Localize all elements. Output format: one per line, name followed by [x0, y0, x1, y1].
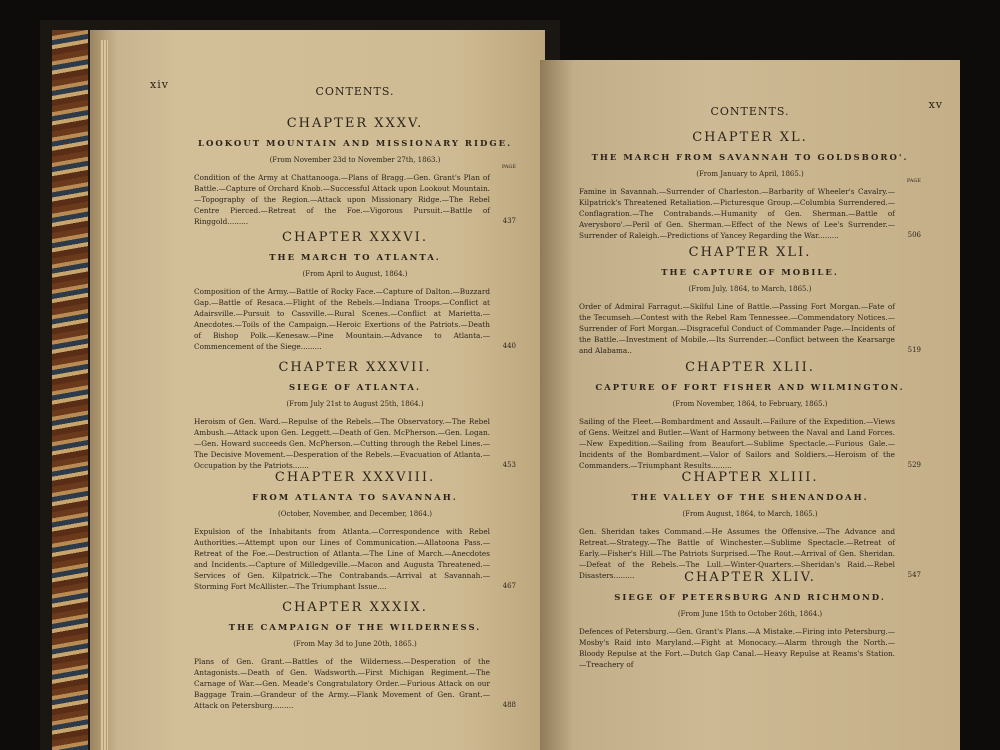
chapter-description: [194, 526, 516, 592]
chapter-page: 440: [502, 342, 516, 350]
left-page: [90, 30, 545, 750]
chapter-title: SIEGE OF ATLANTA.: [289, 383, 421, 393]
chapter-entry: [565, 360, 935, 471]
description-text: Defences of Petersburg.—Gen. Grant's Plans.—A Mistake.—Firing into Petersburg.—Mosby's Raid into Maryland.—Fight at Monocacy.—Alarm through the North.—Bloody Repulse at the Fort.—Dutch Gap Canal.—Heavy Repulse at Reams's Station.—Treachery of: [579, 627, 895, 669]
chapter-title: CAPTURE OF FORT FISHER AND WILMINGTON.: [595, 383, 905, 393]
chapter-dates: (From August, 1864, to March, 1865.): [682, 510, 818, 518]
chapter-number: CHAPTER XLII.: [685, 360, 815, 375]
chapter-page: 437: [502, 217, 516, 225]
description-text: Famine in Savannah.—Surrender of Charleston.—Barbarity of Wheeler's Cavalry.—Kilpatrick's Threatened Retaliation.—Picturesque Group.—Columbia Surrendered.—Conflagration.—The Contrabands.—Humanity of Gen. Sherman.—Battle of Averysboro'.—Peril of Gen. Sherman.—Effect of the News of Lee's Surrender.—Surrender of Raleigh.—Predictions of Yancey Regarding the War.........: [579, 187, 895, 240]
chapter-number: CHAPTER XLIV.: [684, 570, 816, 585]
running-header: CONTENTS.: [710, 105, 790, 118]
chapter-title: THE MARCH TO ATLANTA.: [269, 253, 441, 263]
chapter-number: CHAPTER XLIII.: [681, 470, 819, 485]
chapter-entry: [180, 470, 530, 592]
description-text: Condition of the Army at Chattanooga.—Plans of Bragg.—Gen. Grant's Plan of Battle.—Capture of Orchard Knob.—Successful Attack upon Lookout Mountain.—Topography of the Region.—Attack upon Missionary Ridge.—The Rebel Centre Pierced.—Retreat of the Foe.—Vigorous Pursuit.—Battle of Ringgold.........: [194, 173, 490, 226]
chapter-description: [579, 626, 921, 670]
chapter-title: THE VALLEY OF THE SHENANDOAH.: [631, 493, 869, 503]
chapter-description: [579, 178, 921, 241]
page-edges: [100, 40, 108, 750]
chapter-title: THE CAPTURE OF MOBILE.: [661, 268, 839, 278]
chapter-entry: [180, 360, 530, 471]
chapter-entry: [565, 570, 935, 670]
chapter-title: LOOKOUT MOUNTAIN AND MISSIONARY RIDGE.: [197, 139, 513, 149]
chapter-dates: (From July 21st to August 25th, 1864.): [286, 400, 424, 408]
chapter-entry: [180, 230, 530, 352]
chapter-entry: [565, 245, 935, 356]
right-page: [540, 60, 960, 750]
description-text: Heroism of Gen. Ward.—Repulse of the Rebels.—The Observatory.—The Rebel Ambush.—Attack upon Gen. Leggett.—Death of Gen. McPherson.—Gen. Logan.—Gen. Howard succeeds Gen. McPherson.—Cutting through the Rebel Lines.—The Decisive Movement.—Desperation of the Rebels.—Evacuation of Atlanta.—Occupation by the Patriots.......: [194, 417, 490, 470]
chapter-dates: (From January to April, 1865.): [696, 170, 804, 178]
chapter-page: 547: [907, 571, 921, 579]
chapter-description: [194, 416, 516, 471]
chapter-dates: (From July, 1864, to March, 1865.): [688, 285, 812, 293]
chapter-entry: [180, 116, 530, 227]
chapter-page: 519: [907, 346, 921, 354]
chapter-title: FROM ATLANTA TO SAVANNAH.: [252, 493, 458, 503]
chapter-description: [579, 301, 921, 356]
chapter-dates: (From November 23d to November 27th, 1863.): [269, 156, 441, 164]
page-number: xiv: [150, 78, 169, 91]
page-column-label: PAGE: [906, 178, 921, 184]
page-column-label: PAGE: [501, 164, 516, 170]
chapter-dates: (From November, 1864, to February, 1865.): [672, 400, 828, 408]
chapter-number: CHAPTER XXXVIII.: [274, 470, 436, 485]
description-text: Expulsion of the Inhabitants from Atlanta.—Correspondence with Rebel Authorities.—Attempt upon our Lines of Communication.—Allatoona Pass.—Retreat of the Foe.—Destruction of Atlanta.—The Line of March.—Anecdotes and Incidents.—Capture of Milledgeville.—Macon and Augusta Threatened.—Services of Gen. Kilpatrick.—The Contrabands.—Arrival at Savannah.—Storming Fort McAllister.—The Triumphant Issue....: [194, 527, 490, 591]
chapter-number: CHAPTER XXXVI.: [282, 230, 428, 245]
chapter-number: CHAPTER XXXIX.: [282, 600, 428, 615]
chapter-page: 488: [502, 701, 516, 709]
chapter-entry: [180, 600, 530, 711]
chapter-number: CHAPTER XXXVII.: [278, 360, 432, 375]
page-number: xv: [928, 98, 943, 111]
description-text: Plans of Gen. Grant.—Battles of the Wilderness.—Desperation of the Antagonists.—Death of Gen. Wadsworth.—First Michigan Regiment.—The Carnage of War.—Gen. Meade's Congratulatory Order.—Furious Attack on our Baggage Train.—Grandeur of the Army.—Flank Movement of Gen. Grant.—Attack on Petersburg.........: [194, 657, 490, 710]
chapter-title: SIEGE OF PETERSBURG AND RICHMOND.: [614, 593, 886, 603]
chapter-number: CHAPTER XXXV.: [286, 116, 424, 131]
chapter-title: THE CAMPAIGN OF THE WILDERNESS.: [228, 623, 482, 633]
chapter-number: CHAPTER XL.: [692, 130, 808, 145]
chapter-dates: (October, November, and December, 1864.): [277, 510, 433, 518]
chapter-description: [194, 164, 516, 227]
chapter-entry: [565, 470, 935, 581]
description-text: Gen. Sheridan takes Command.—He Assumes the Offensive.—The Advance and Retreat.—Strategy.—The Battle of Winchester.—Sublime Spectacle.—Retreat of Early.—Fisher's Hill.—The Patriots Surprised.—The Rout.—Arrival of Gen. Sheridan.—Defeat of the Rebels.—The Lull.—Winter-Quarters.—Sheridan's Raid.—Rebel Disasters.........: [579, 527, 895, 580]
description-text: Sailing of the Fleet.—Bombardment and Assault.—Failure of the Expedition.—Views of Gens. Weitzel and Butler.—Want of Harmony between the Naval and Land Forces.—New Expedition.—Sailing from Beaufort.—Sublime Spectacle.—Furious Gale.—Incidents of the Bombardment.—Valor of Sailors and Soldiers.—Heroism of the Commanders.—Triumphant Results.........: [579, 417, 895, 470]
description-text: Composition of the Army.—Battle of Rocky Face.—Capture of Dalton.—Buzzard Gap.—Battle of Resaca.—Flight of the Rebels.—Indiana Troops.—Conflict at Adairsville.—Pursuit to Cassville.—Rural Scenes.—Conflict at Marietta.—Anecdotes.—Toils of the Campaign.—Heroic Exertions of the Patriots.—Death of Bishop Polk.—Kenesaw.—Pine Mountain.—Advance to Atlanta.—Commencement of the Siege.........: [194, 287, 490, 351]
chapter-dates: (From May 3d to June 20th, 1865.): [293, 640, 417, 648]
chapter-title: THE MARCH FROM SAVANNAH TO GOLDSBORO'.: [591, 153, 909, 163]
running-header: CONTENTS.: [315, 85, 395, 98]
chapter-description: [579, 416, 921, 471]
chapter-page: 467: [502, 582, 516, 590]
chapter-page: 453: [502, 461, 516, 469]
marbled-edge: [52, 30, 88, 750]
chapter-entry: [565, 130, 935, 241]
chapter-description: [194, 286, 516, 352]
description-text: Order of Admiral Farragut.—Skilful Line of Battle.—Passing Fort Morgan.—Fate of the Tecumseh.—Contest with the Rebel Ram Tennessee.—Commendatory Notices.—Surrender of Fort Morgan.—Disgraceful Conduct of Commander Page.—Incidents of the Battle.—Investment of Mobile.—Its Surrender.—Conflict between the Kearsarge and Alabama..: [579, 302, 895, 355]
chapter-number: CHAPTER XLI.: [688, 245, 812, 260]
chapter-page: 506: [907, 231, 921, 239]
chapter-dates: (From June 15th to October 26th, 1864.): [677, 610, 823, 618]
chapter-description: [194, 656, 516, 711]
chapter-dates: (From April to August, 1864.): [302, 270, 408, 278]
chapter-page: 529: [907, 461, 921, 469]
